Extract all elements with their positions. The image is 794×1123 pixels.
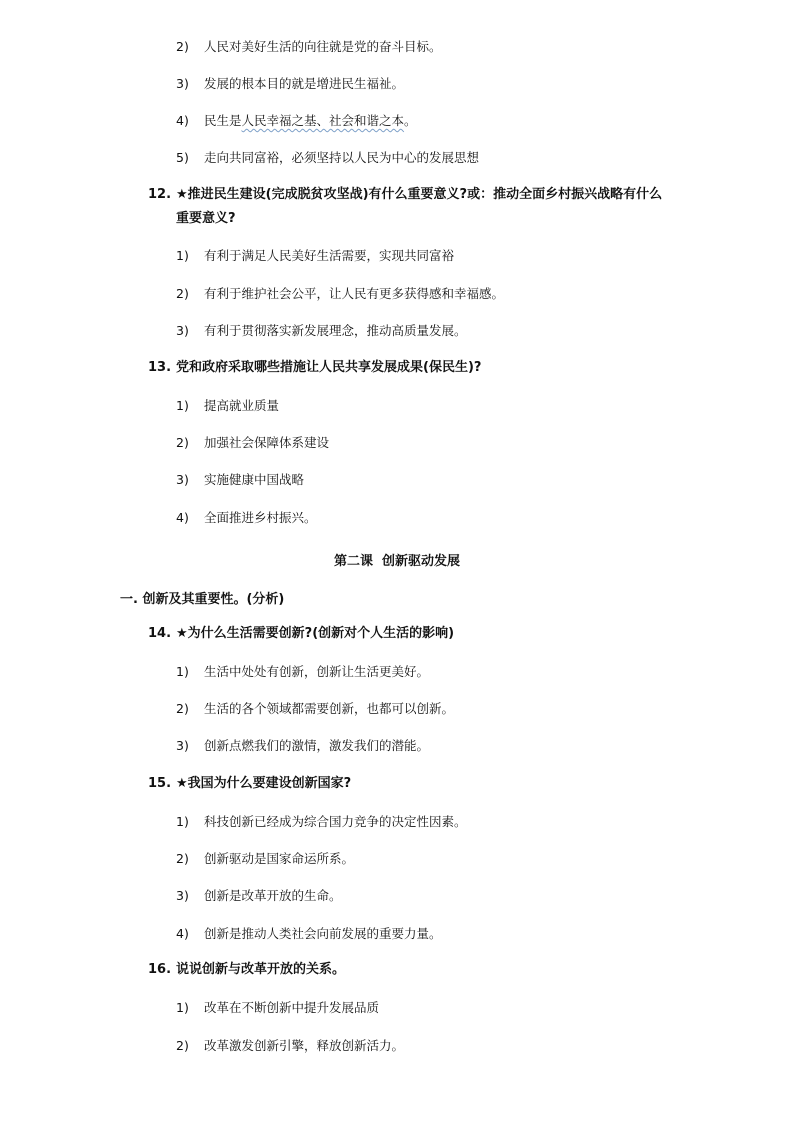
list-item-text: 走向共同富裕，必须坚持以人民为中心的发展思想 xyxy=(204,150,480,165)
section-heading: 一. 创新及其重要性。(分析) xyxy=(120,592,285,607)
question-text: ★推进民生建设(完成脱贫攻坚战)有什么重要意义?或：推动全面乡村振兴战略有什么 xyxy=(176,187,663,202)
list-item-number: 2) xyxy=(176,701,189,716)
list-item-number: 2) xyxy=(176,851,189,866)
list-item-text: 有利于贯彻落实新发展理念，推动高质量发展。 xyxy=(204,323,467,338)
list-item-number: 1) xyxy=(176,398,189,413)
list-item-number: 1) xyxy=(176,814,189,829)
text-segment: 民生是 xyxy=(204,113,242,128)
question-text: 党和政府采取哪些措施让人民共享发展成果(保民生)? xyxy=(176,360,482,375)
list-item-text: 实施健康中国战略 xyxy=(204,472,305,487)
lesson-title: 第二课 创新驱动发展 xyxy=(333,554,461,569)
list-item-text: 改革在不断创新中提升发展品质 xyxy=(204,1000,380,1015)
question-number: 14. xyxy=(148,626,172,641)
list-item-number: 3) xyxy=(176,323,189,338)
list-item-text xyxy=(204,113,417,129)
list-item-number: 1) xyxy=(176,1000,189,1015)
list-item-number: 1) xyxy=(176,664,189,679)
question-text: 说说创新与改革开放的关系。 xyxy=(176,962,346,977)
list-item-text: 创新是改革开放的生命。 xyxy=(204,888,342,903)
list-item-number: 4) xyxy=(176,926,189,941)
list-item-number: 3) xyxy=(176,76,189,91)
list-item-number: 4) xyxy=(176,510,189,525)
list-item-number: 2) xyxy=(176,435,189,450)
list-item-number: 3) xyxy=(176,738,189,753)
list-item-number: 2) xyxy=(176,286,189,301)
list-item-number: 4) xyxy=(176,113,189,128)
list-item-text: 有利于维护社会公平，让人民有更多获得感和幸福感。 xyxy=(204,286,505,301)
question-text-continued: 重要意义? xyxy=(176,211,236,226)
list-item-text: 提高就业质量 xyxy=(204,398,280,413)
list-item-number: 5) xyxy=(176,150,189,165)
question-number: 15. xyxy=(148,776,172,791)
list-item-text: 改革激发创新引擎，释放创新活力。 xyxy=(204,1038,405,1053)
list-item-text: 生活的各个领域都需要创新，也都可以创新。 xyxy=(204,701,455,716)
list-item-text: 生活中处处有创新，创新让生活更美好。 xyxy=(204,664,430,679)
question-number: 12. xyxy=(148,187,172,202)
question-text: ★为什么生活需要创新?(创新对个人生活的影响) xyxy=(176,626,455,641)
list-item-number: 2) xyxy=(176,39,189,54)
list-item-text: 发展的根本目的就是增进民生福祉。 xyxy=(204,76,405,91)
question-number: 16. xyxy=(148,962,172,977)
wavy-underlined-text: 人民幸福之基、社会和谐之本 xyxy=(241,113,405,128)
list-item-number: 3) xyxy=(176,472,189,487)
list-item-text: 加强社会保障体系建设 xyxy=(204,435,330,450)
list-item-text: 创新是推动人类社会向前发展的重要力量。 xyxy=(204,926,442,941)
list-item-text: 全面推进乡村振兴。 xyxy=(204,510,317,525)
list-item-number: 2) xyxy=(176,1038,189,1053)
text-segment: 。 xyxy=(404,113,417,128)
list-item-number: 1) xyxy=(176,248,189,263)
list-item-text: 创新点燃我们的激情，激发我们的潜能。 xyxy=(204,738,430,753)
list-item-text: 有利于满足人民美好生活需要，实现共同富裕 xyxy=(204,248,455,263)
list-item-text: 人民对美好生活的向往就是党的奋斗目标。 xyxy=(204,39,442,54)
list-item-text: 创新驱动是国家命运所系。 xyxy=(204,851,355,866)
question-number: 13. xyxy=(148,360,172,375)
list-item-text: 科技创新已经成为综合国力竞争的决定性因素。 xyxy=(204,814,467,829)
list-item-number: 3) xyxy=(176,888,189,903)
question-text: ★我国为什么要建设创新国家? xyxy=(176,776,352,791)
